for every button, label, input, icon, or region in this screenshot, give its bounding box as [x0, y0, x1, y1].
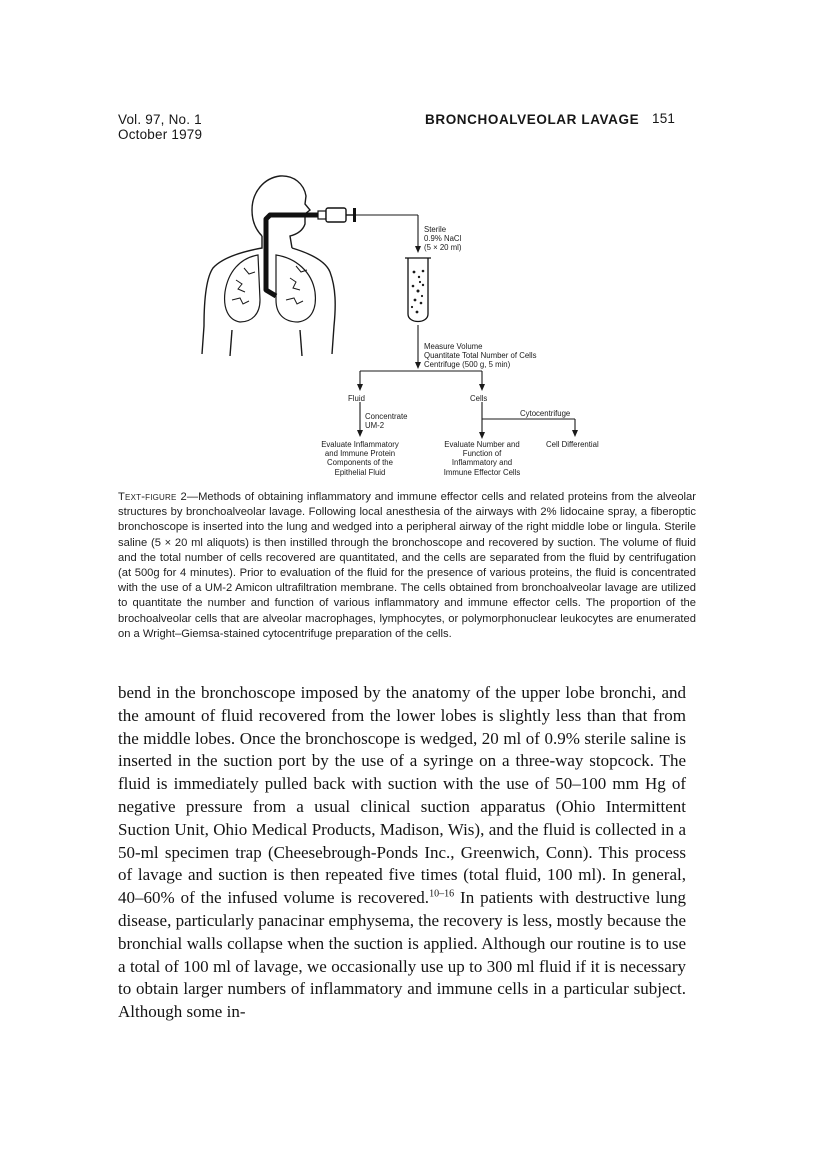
saline-label: Sterile 0.9% NaCl (5 × 20 ml)	[424, 225, 462, 253]
right-lung-texture	[286, 266, 307, 304]
header-volume: Vol. 97, No. 1	[118, 112, 202, 127]
cytocentrifuge-label: Cytocentrifuge	[520, 409, 571, 418]
header-date: October 1979	[118, 127, 203, 142]
page-number: 151	[652, 111, 676, 126]
figure-caption	[118, 490, 696, 642]
right-torso-line	[300, 330, 302, 356]
human-figure-illustration	[202, 176, 335, 356]
concentrate-label: Concentrate UM-2	[365, 412, 408, 431]
syringe	[318, 208, 356, 222]
body-paragraph	[118, 682, 686, 1024]
left-lung-texture	[232, 268, 255, 304]
citation-superscript: 10–16	[429, 888, 455, 900]
body-text-part2: In patients with destructive lung disease, particularly panacinar emphysema, the recovery is less, mostly because the bronchial walls collapse when the suction is applied. Although our routine is to use a total of 100 ml of lavage, we occasionally use up to 300 ml fluid if it is necessary to obtain larger numbers of inflammatory and immune cells in a particular subject. Although some in-	[118, 888, 686, 1022]
running-title: BRONCHOALVEOLAR LAVAGE	[425, 112, 640, 127]
caption-text: —Methods of obtaining inflammatory and immune effector cells and related proteins from the alveolar structures by bronchoalveolar lavage. Following local anesthesia of the airways with 2% lidocaine spray, a fiberoptic bronchoscope is inserted into the lung and wedged into a peripheral airway of the right middle lobe or lingula. Sterile saline (5 × 20 ml aliquots) is then instilled through the bronchoscope and recovered by suction. The volume of fluid and the total number of cells recovered are quantitated, and the cells are separated from the fluid by centrifugation (at 500g for 4 minutes). Prior to evaluation of the fluid for the presence of various proteins, the fluid is concentrated with the use of a UM-2 Amicon ultrafiltration membrane. The cells obtained from bronchoalveolar lavage are utilized to quantitate the number and function of various inflammatory and immune effector cells. The proportion of the brochoalveolar cells that are alveolar macrophages, lymphocytes, or polymorphonuclear leukocytes are enumerated on a Wright–Giemsa-stained cytocentrifuge preparation of the cells.	[118, 491, 696, 640]
lavage-flow-diagram	[0, 0, 816, 490]
caption-label: Text-figure 2	[118, 491, 187, 503]
flow-connectors	[356, 215, 575, 434]
cell-differential-label: Cell Differential	[546, 440, 599, 449]
left-lung	[225, 255, 260, 322]
measure-label: Measure Volume Quantitate Total Number of Cells Centrifuge (500 g, 5 min)	[424, 342, 537, 370]
head-outline	[252, 176, 310, 248]
cells-label: Cells	[470, 394, 488, 403]
evaluate-fluid-label: Evaluate Inflammatory and Immune Protein Components of the Epithelial Fluid	[321, 440, 399, 477]
body-text-part1: bend in the bronchoscope imposed by the anatomy of the upper lobe bronchi, and the amount of fluid recovered from the lower lobes is slightly less than that from the middle lobes. Once the bronchoscope is wedged, 20 ml of 0.9% sterile saline is inserted in the suction port by the use of a syringe on a three-way stopcock. The fluid is immediately pulled back with suction with the use of 50–100 mm Hg of negative pressure from a usual clinical suction apparatus (Ohio Intermittent Suction Unit, Ohio Medical Products, Madison, Wis), and the fluid is collected in a 50-ml specimen trap (Cheesebrough-Ponds Inc., Greenwich, Conn). This process of lavage and suction is then repeated five times (total fluid, 100 ml). In general, 40–60% of the infused volume is recovered.	[118, 683, 686, 908]
fluid-label: Fluid	[348, 394, 365, 403]
test-tube	[405, 258, 431, 322]
left-torso-line	[230, 330, 232, 356]
evaluate-cells-label: Evaluate Number and Function of Inflammatory and Immune Effector Cells	[443, 440, 521, 477]
